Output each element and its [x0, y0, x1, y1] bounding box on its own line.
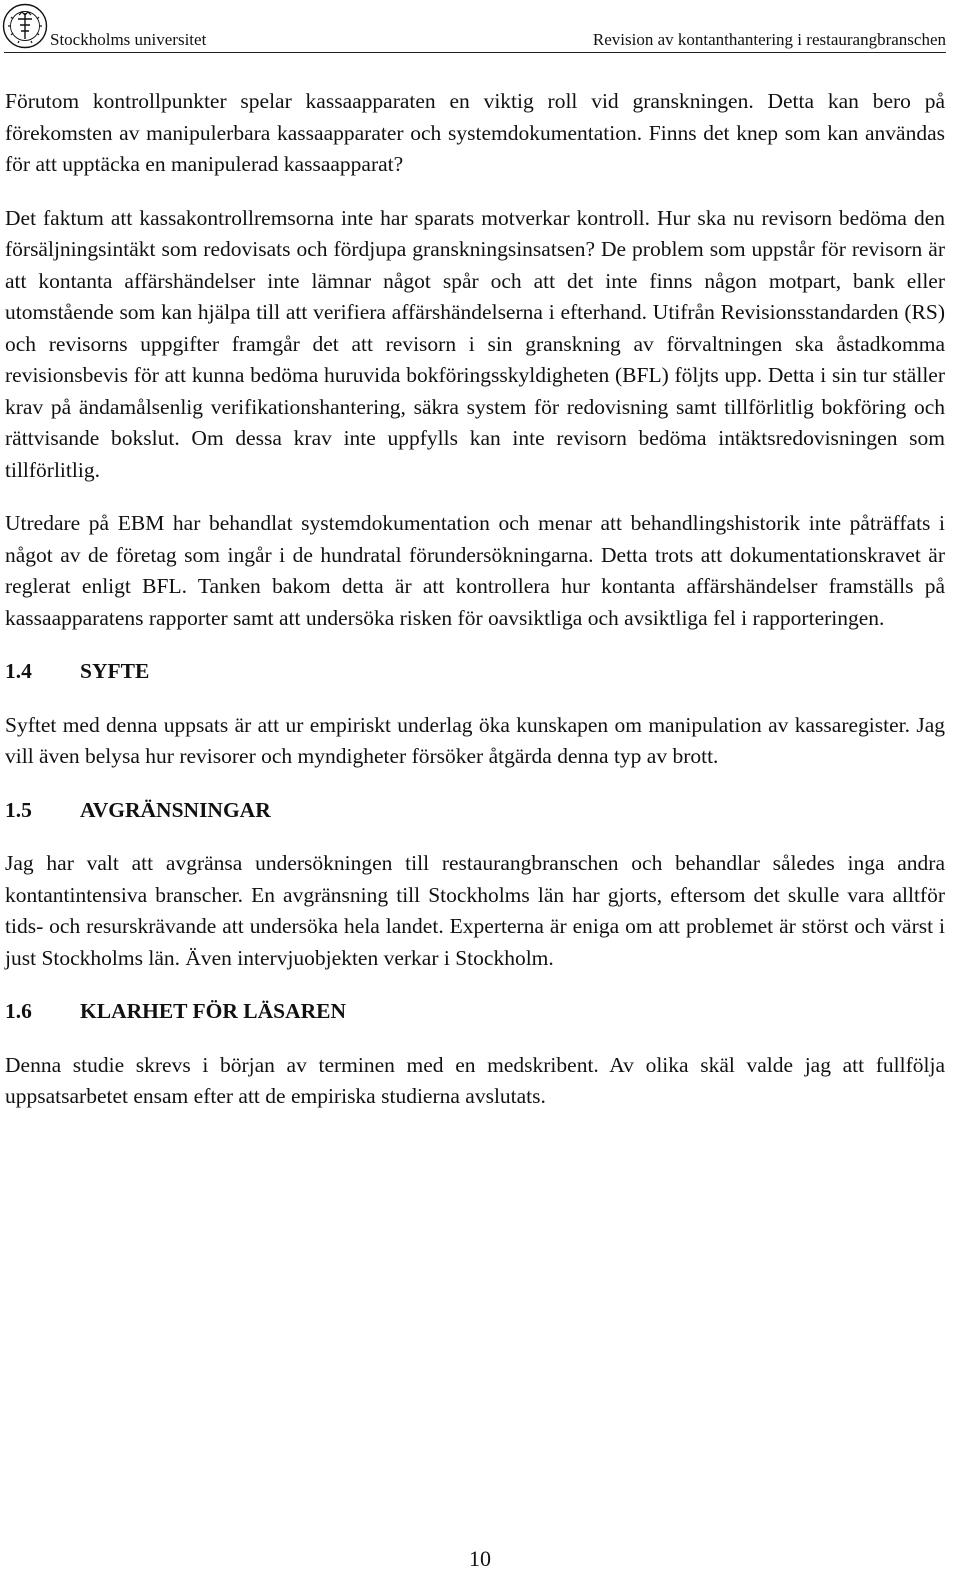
paragraph-cash-register: Förutom kontrollpunkter spelar kassaapparaten en viktig roll vid granskningen. Detta kan bero på förekomsten av manipulerbara kassaapparater och systemdokumentation. Finns det knep som kan användas för att upptäcka en manipulerad kassaapparat? — [5, 89, 945, 176]
paragraph-audit-problem: Det faktum att kassakontrollremsorna inte har sparats motverkar kontroll. Hur ska nu revisorn bedöma den försäljningsintäkt som redovisats och fördjupa granskningsinsatsen? De problem som uppstår för revisorn är att kontanta affärshändelser inte lämnar något spår och att det inte finns någon motpart, bank eller utomstående som kan hjälpa till att verifiera affärshändelserna i efterhand. Utifrån Revisionsstandarden (RS) och revisorns uppgifter framgår det att revisorn i sin granskning av förvaltningen ska åstadkomma revisionsbevis för att kunna bedöma huruvida bokföringsskyldigheten (BFL) följts upp. Detta i sin tur ställer krav på ändamålsenlig verifikationshantering, säkra system för redovisning samt tillförlitlig bokföring och rättvisande bokslut. Om dessa krav inte uppfylls kan inte revisorn bedöma intäktsredovisningen som tillförlitlig. — [5, 205, 945, 482]
running-title: Revision av kontanthantering i restaurangbranschen — [592, 30, 946, 49]
page-number: 10 — [469, 1546, 491, 1571]
paragraph-system-documentation: Utredare på EBM har behandlat systemdokumentation och menar att behandlingshistorik inte påträffats i något av de företag som ingår i de hundratal förundersökningarna. Detta trots att dokumentationskravet är reglerat enligt BFL. Tanken bakom detta är att kontrollera hur kontanta affärshändelser framställs på kassaapparatens rapporter samt att undersöka risken för oavsiktliga och avsiktliga fel i rapporteringen. — [5, 511, 945, 630]
paragraph-reader-clarity: Denna studie skrevs i början av terminen med en medskribent. Av olika skäl valde jag att fullfölja uppsatsarbetet ensam efter att de empiriska studierna avslutats. — [5, 1052, 945, 1108]
section-number: 1.6 — [5, 999, 32, 1023]
university-seal-logo — [2, 3, 48, 49]
section-heading-klarhet — [5, 996, 945, 1028]
section-heading-syfte — [5, 656, 945, 688]
section-title: AVGRÄNSNINGAR — [80, 797, 271, 822]
section-title: KLARHET FÖR LÄSAREN — [80, 999, 347, 1023]
document-body — [5, 86, 945, 1113]
section-title: SYFTE — [80, 659, 150, 683]
header-divider — [4, 52, 946, 53]
section-number: 1.5 — [5, 797, 32, 822]
page-header — [0, 0, 960, 52]
section-number: 1.4 — [5, 659, 32, 683]
institution-name: Stockholms universitet — [50, 30, 207, 49]
paragraph-delimitations: Jag har valt att avgränsa undersökningen till restaurangbranschen och behandlar således inga andra kontantintensiva branscher. En avgränsning till Stockholms län har gjorts, eftersom det skulle vara alltför tids- och resurskrävande att undersöka hela landet. Experterna är eniga om att problemet är störst och värst i just Stockholms län. Även intervjuobjekten verkar i Stockholm. — [5, 851, 945, 970]
paragraph-purpose: Syftet med denna uppsats är att ur empiriskt underlag öka kunskapen om manipulation av kassaregister. Jag vill även belysa hur revisorer och myndigheter försöker åtgärda denna typ av brott. — [5, 712, 945, 768]
section-heading-avgransningar — [5, 795, 945, 827]
